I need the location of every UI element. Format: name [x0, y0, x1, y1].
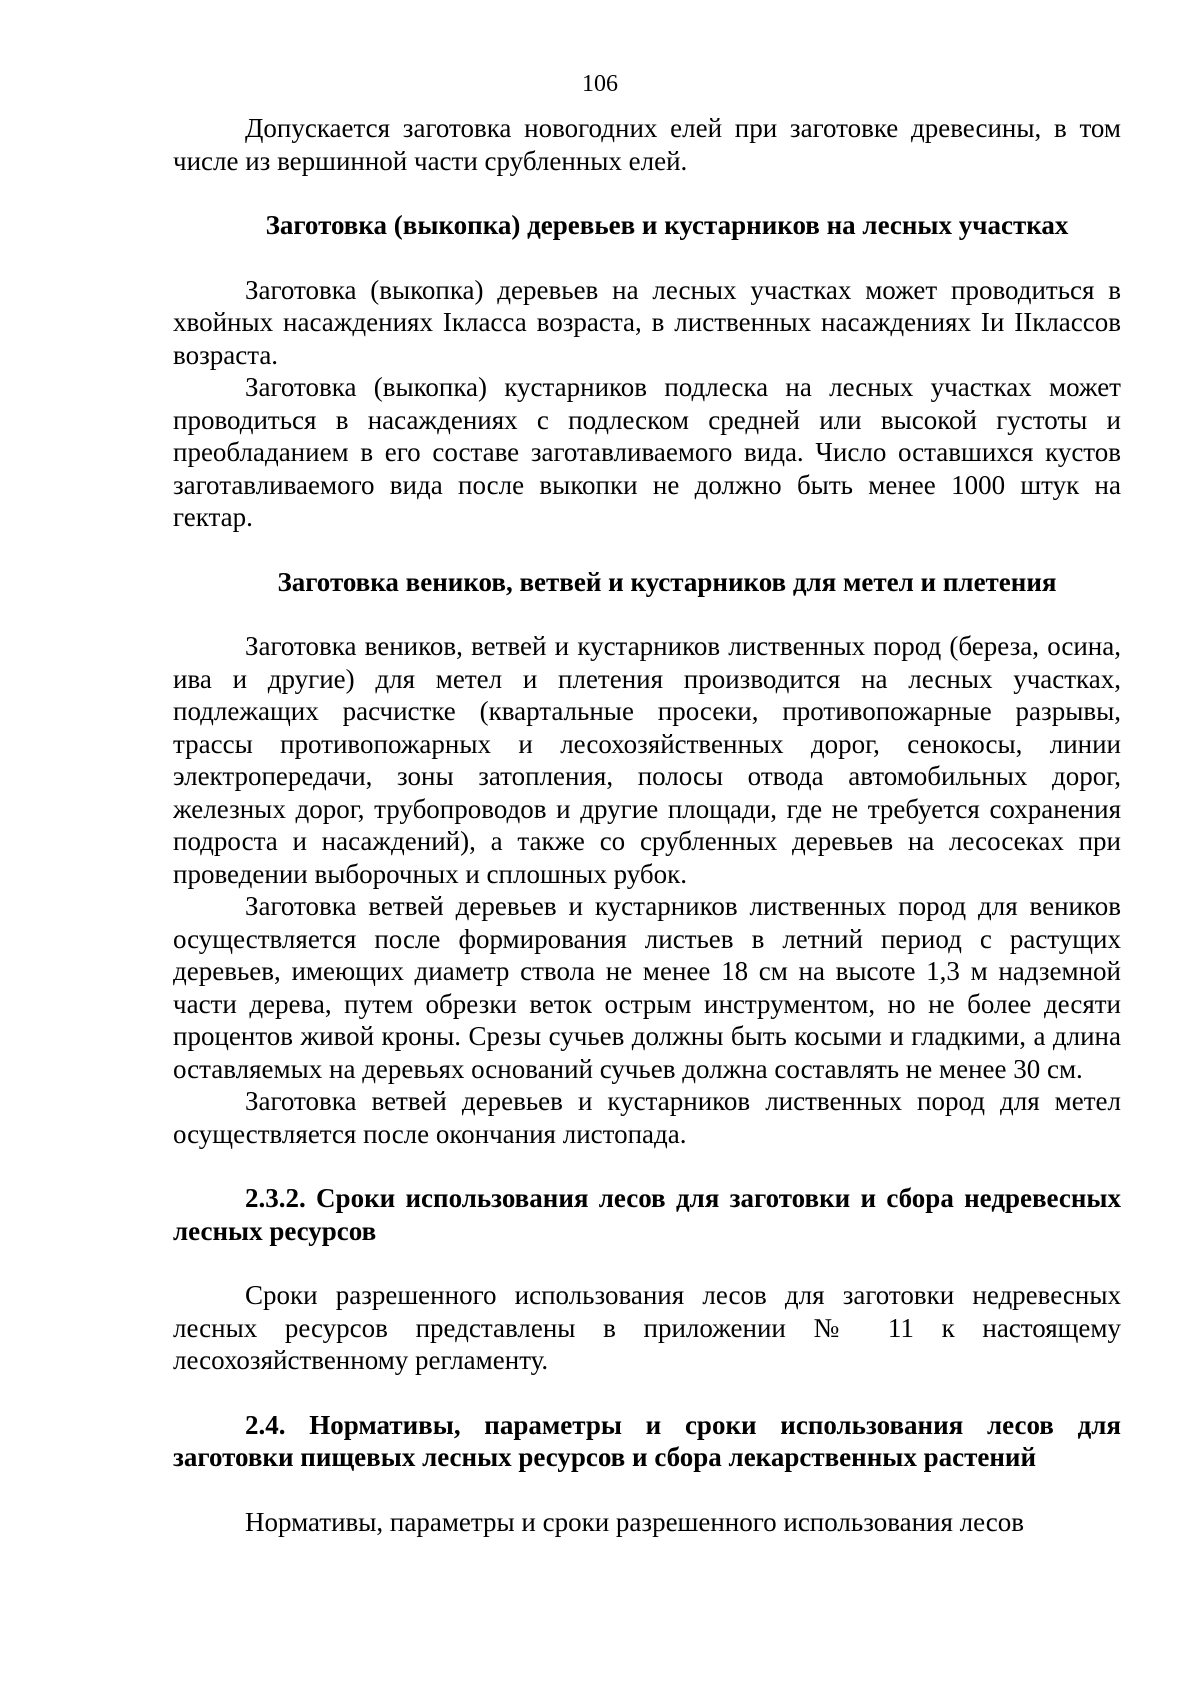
- paragraph-terms-non-wood: Сроки разрешенного использования лесов для заготовки недревесных лесных ресурсов представлены в приложении № 11 к настоящему лесохозяйственному регламенту.: [173, 1280, 1121, 1375]
- paragraph-digging-shrubs: Заготовка (выкопка) кустарников подлеска на лесных участках может проводиться в насаждениях с подлеском средней или высокой густоты и преобладанием в его составе заготавливаемого вида. Число оставшихся кустов заготавливаемого вида после выкопки не должно быть менее 1000 штук на гектар.: [173, 372, 1121, 532]
- heading-digging-trees-shrubs: Заготовка (выкопка) деревьев и кустарников на лесных участках: [265, 210, 1069, 240]
- heading-brooms-branches: Заготовка веников, ветвей и кустарников для метел и плетения: [277, 566, 1057, 597]
- paragraph-branches-for-besoms: Заготовка ветвей деревьев и кустарников лиственных пород для метел осуществляется после окончания листопада.: [173, 1086, 1121, 1149]
- paragraph-digging-trees: Заготовка (выкопка) деревьев на лесных участках может проводиться в хвойных насаждениях Iкласса возраста, в лиственных насаждениях Iи IIклассов возраста.: [173, 274, 1121, 370]
- paragraph-branches-for-brooms: Заготовка ветвей деревьев и кустарников лиственных пород для веников осуществляется после формирования листьев в летний период с растущих деревьев, имеющих диаметр ствола не менее 18 см на высоте 1,3 м надземной части дерева, путем обрезки веток острым инструментом, но не более десяти процентов живой кроны. Срезы сучьев должны быть косыми и гладкими, а длина оставляемых на деревьях оснований сучьев должна составлять не менее 30 см.: [173, 891, 1121, 1084]
- heading-section-2-4: 2.4. Нормативы, параметры и сроки использования лесов для заготовки пищевых лесных ресурсов и сбора лекарственных растений: [173, 1409, 1121, 1472]
- heading-section-2-3-2: 2.3.2. Сроки использования лесов для заготовки и сбора недревесных лесных ресурсов: [173, 1183, 1121, 1246]
- paragraph-new-year-trees: Допускается заготовка новогодних елей при заготовке древесины, в том числе из вершинной части срубленных елей.: [173, 113, 1121, 176]
- paragraph-norms-parameters: Нормативы, параметры и сроки разрешенного использования лесов: [245, 1506, 1025, 1537]
- page-number: 106: [582, 71, 618, 97]
- document-body: [173, 112, 1121, 1538]
- paragraph-brooms-areas: Заготовка веников, ветвей и кустарников лиственных пород (береза, осина, ива и другие) для метел и плетения производится на лесных участках, подлежащих расчистке (квартальные просеки, противопожарные разрывы, трассы противопожарных и лесохозяйственных дорог, сенокосы, линии электропередачи, зоны затопления, полосы отвода автомобильных дорог, железных дорог, трубопроводов и другие площади, где не требуется сохранения подроста и насаждений), а также со срубленных деревьев на лесосеках при проведении выборочных и сплошных рубок.: [173, 631, 1121, 889]
